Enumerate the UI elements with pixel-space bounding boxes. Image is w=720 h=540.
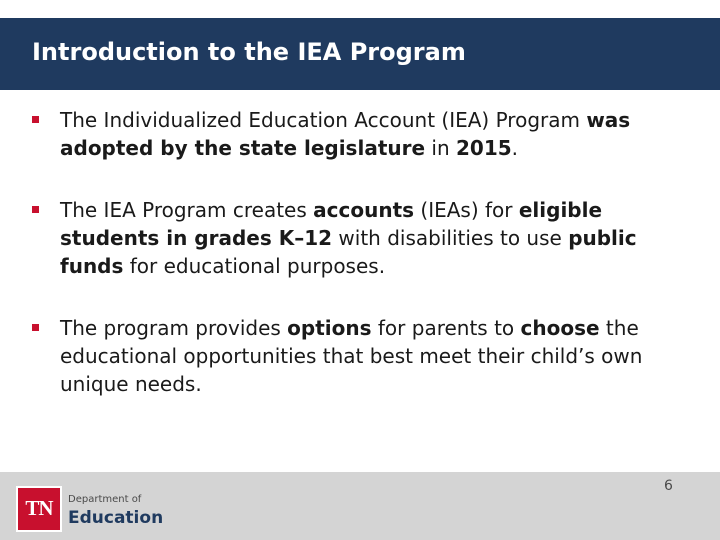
bullet-item — [30, 196, 690, 280]
bullet-emphasis: options — [287, 316, 372, 340]
bullet-segment: The program provides — [60, 316, 288, 340]
bullet-text — [60, 316, 642, 396]
bullet-segment: with disabilities to use — [332, 226, 569, 250]
bullet-emphasis: was adopted by the state legislature — [60, 108, 631, 160]
bullet-text — [60, 198, 637, 278]
square-bullet-icon — [32, 324, 39, 331]
bullet-emphasis: accounts — [313, 198, 415, 222]
bullet-segment: . — [511, 136, 519, 160]
bullet-item — [30, 314, 690, 398]
bullet-segment: in — [425, 136, 456, 160]
bullet-list — [30, 106, 690, 432]
bullet-segment: for educational purposes. — [123, 254, 386, 278]
bullet-emphasis: 2015 — [456, 136, 512, 160]
bullet-segment: the educational opportunities that best meet their child’s own unique needs. — [60, 316, 643, 396]
logo-tn-text: TN — [25, 496, 53, 520]
tn-education-logo — [16, 480, 164, 536]
bullet-emphasis: choose — [520, 316, 600, 340]
title-bar — [0, 18, 720, 90]
bullet-segment: for parents to — [371, 316, 521, 340]
bullet-text — [60, 108, 630, 160]
page-number: 6 — [664, 478, 673, 494]
square-bullet-icon — [32, 116, 39, 123]
logo-department-text: Department of — [68, 494, 142, 505]
slide-title: Introduction to the IEA Program — [32, 38, 466, 66]
bullet-segment: (IEAs) for — [414, 198, 519, 222]
footer — [0, 472, 720, 540]
bullet-segment: The IEA Program creates — [60, 198, 314, 222]
square-bullet-icon — [32, 206, 39, 213]
logo-education-text: Education — [68, 508, 164, 528]
bullet-item — [30, 106, 690, 162]
bullet-emphasis: public funds — [60, 226, 637, 278]
tn-logo-box — [16, 486, 62, 532]
bullet-segment: The Individualized Education Account (IEA) Program — [60, 108, 587, 132]
bullet-emphasis: eligible students in grades K–12 — [60, 198, 603, 250]
